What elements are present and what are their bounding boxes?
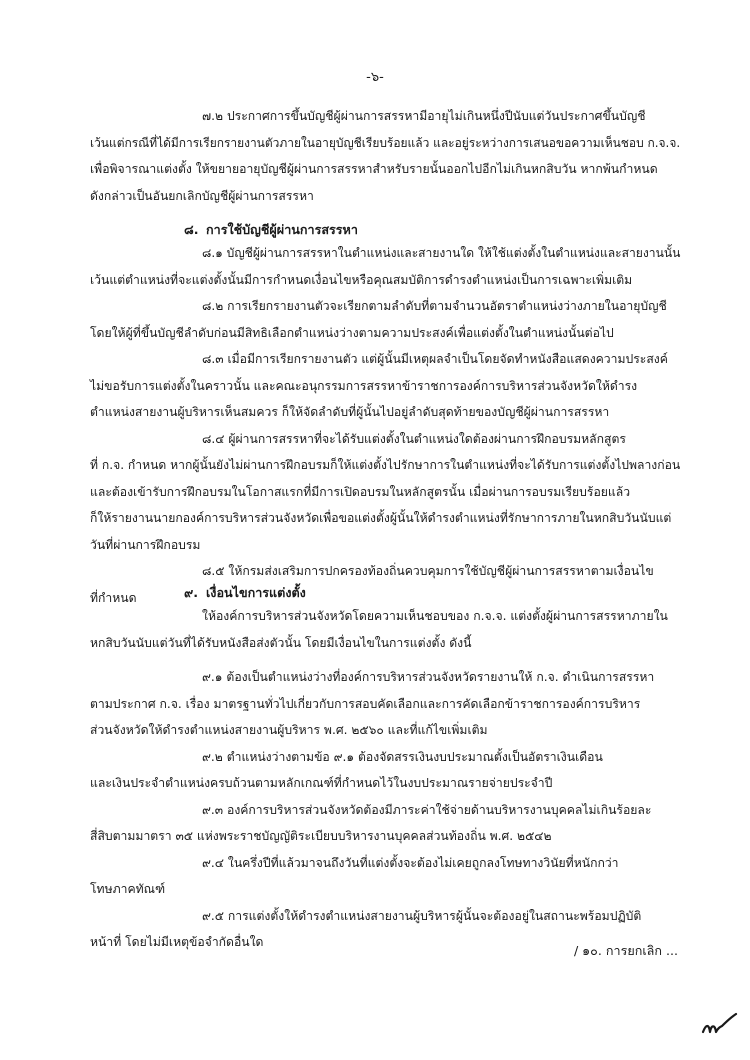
clause-line: ดังกล่าวเป็นอันยกเลิกบัญชีผู้ผ่านการสรรหา: [90, 188, 314, 203]
section-title: เงื่อนไขการแต่งตั้ง: [206, 585, 306, 600]
handwritten-initials-icon: [700, 1010, 740, 1040]
clause-8-2-line: โดยให้ผู้ที่ขึ้นบัญชีลำดับก่อนมีสิทธิเลือกตำแหน่งว่างตามความประสงค์เพื่อแต่งตั้งในตำแหน่งนั้นต่อไป: [90, 325, 614, 340]
section-9-body: [90, 603, 680, 656]
clause-8-4-line: ที่ ก.จ. กำหนด หากผู้นั้นยังไม่ผ่านการฝึกอบรมก็ให้แต่งตั้งไปรักษาการในตำแหน่งที่จะได้รับการแต่งตั้งไปพลางก่อน: [90, 458, 681, 472]
section-9-heading: [184, 583, 306, 603]
clause-8-1-line: เว้นแต่ตำแหน่งที่จะแต่งตั้งนั้นมีการกำหนดเงื่อนไขหรือคุณสมบัติการดำรงตำแหน่งเป็นการเฉพาะเพิ่มเติม: [90, 272, 633, 287]
clause-9-4-line: ๙.๔ ในครึ่งปีที่แล้วมาจนถึงวันที่แต่งตั้งจะต้องไม่เคยถูกลงโทษทางวินัยที่หนักกว่า: [202, 855, 619, 870]
clause-9-3-line: สี่สิบตามมาตรา ๓๕ แห่งพระราชบัญญัติระเบียบบริหารงานบุคคลส่วนท้องถิ่น พ.ศ. ๒๕๔๒: [90, 829, 552, 843]
clause-8-4-line: ก็ให้รายงานนายกองค์การบริหารส่วนจังหวัดเพื่อขอแต่งตั้งผู้นั้นให้ดำรงตำแหน่งที่รักษาการภายในหกสิบวันนับแต่: [90, 511, 672, 525]
clause-line: ๗.๒ ประกาศการขึ้นบัญชีผู้ผ่านการสรรหามีอายุไม่เกินหนึ่งปีนับแต่วันประกาศขึ้นบัญชี: [202, 109, 646, 123]
clause-9-3-line: ๙.๓ องค์การบริหารส่วนจังหวัดต้องมีภาระค่าใช้จ่ายด้านบริหารงานบุคคลไม่เกินร้อยละ: [202, 802, 652, 817]
clause-8-3-line: ๘.๓ เมื่อมีการเรียกรายงานตัว แต่ผู้นั้นมีเหตุผลจำเป็นโดยจัดทำหนังสือแสดงความประสงค์: [202, 352, 668, 366]
clause-9-1-line: ส่วนจังหวัดให้ดำรงตำแหน่งสายงานผู้บริหาร พ.ศ. ๒๕๖๐ และที่แก้ไขเพิ่มเติม: [90, 723, 488, 737]
page-number: -๖-: [366, 70, 384, 85]
clause-8-4-line: ๘.๔ ผู้ผ่านการสรรหาที่จะได้รับแต่งตั้งในตำแหน่งใดต้องผ่านการฝึกอบรมหลักสูตร: [202, 431, 626, 446]
section-9-intro-line: ให้องค์การบริหารส่วนจังหวัดโดยความเห็นชอบของ ก.จ.จ. แต่งตั้งผู้ผ่านการสรรหาภายใน: [202, 609, 668, 623]
clause-8-3-line: ไม่ขอรับการแต่งตั้งในคราวนั้น และคณะอนุกรรมการสรรหาข้าราชการองค์การบริหารส่วนจังหวัดให้ดำรง: [90, 378, 638, 393]
continuation-note: / ๑๐. การยกเลิก ...: [573, 943, 678, 958]
clause-line: เพื่อพิจารณาแต่งตั้ง ให้ขยายอายุบัญชีผู้ผ่านการสรรหาสำหรับรายนั้นออกไปอีกไม่เกินหกสิบวัน หากพ้นกำหนด: [90, 162, 658, 176]
section-number: ๘.: [184, 222, 199, 237]
section-9-items: [90, 664, 680, 956]
section-9-intro-line: หกสิบวันนับแต่วันที่ได้รับหนังสือส่งตัวนั้น โดยมีเงื่อนไขในการแต่งตั้ง ดังนี้: [90, 635, 472, 650]
clause-9-2-line: และเงินประจำตำแหน่งครบถ้วนตามหลักเกณฑ์ที่กำหนดไว้ในงบประมาณรายจ่ายประจำปี: [90, 776, 553, 790]
section-8-heading: [184, 220, 358, 240]
clause-8-5-line: ๘.๕ ให้กรมส่งเสริมการปกครองท้องถิ่นควบคุมการใช้บัญชีผู้ผ่านการสรรหาตามเงื่อนไข: [202, 564, 654, 578]
section-title: การใช้บัญชีผู้ผ่านการสรรหา: [206, 222, 358, 237]
clause-9-1-line: ตามประกาศ ก.จ. เรื่อง มาตรฐานทั่วไปเกี่ยวกับการสอบคัดเลือกและการคัดเลือกข้าราชการองค์การบริหาร: [90, 696, 641, 711]
clause-8-3-line: ตำแหน่งสายงานผู้บริหารเห็นสมควร ก็ให้จัดลำดับที่ผู้นั้นไปอยู่ลำดับสุดท้ายของบัญชีผู้ผ่านการสรรหา: [90, 405, 610, 419]
clause-8-1-line: ๘.๑ บัญชีผู้ผ่านการสรรหาในตำแหน่งและสายงานใด ให้ใช้แต่งตั้งในตำแหน่งและสายงานนั้น: [202, 246, 681, 260]
clause-9-2-line: ๙.๒ ตำแหน่งว่างตามข้อ ๙.๑ ต้องจัดสรรเงินงบประมาณตั้งเป็นอัตราเงินเดือน: [202, 749, 603, 764]
section-8-body: [90, 240, 680, 611]
clause-8-5-line: ที่กำหนด: [90, 590, 137, 605]
clause-line: เว้นแต่กรณีที่ได้มีการเรียกรายงานตัวภายในอายุบัญชีเรียบร้อยแล้ว และอยู่ระหว่างการเสนอขอความเห็นชอบ ก.จ.จ.: [90, 135, 681, 150]
clause-9-5-line: หน้าที่ โดยไม่มีเหตุข้อจำกัดอื่นใด: [90, 935, 264, 949]
clause-8-4-line: วันที่ผ่านการฝึกอบรม: [90, 537, 201, 552]
clause-7-2: [90, 103, 680, 209]
clause-9-1-line: ๙.๑ ต้องเป็นตำแหน่งว่างที่องค์การบริหารส่วนจังหวัดรายงานให้ ก.จ. ดำเนินการสรรหา: [202, 670, 655, 684]
clause-8-4-line: และต้องเข้ารับการฝึกอบรมในโอกาสแรกที่มีการเปิดอบรมในหลักสูตรนั้น เมื่อผ่านการอบรมเรียบร้อยแล้ว: [90, 484, 631, 499]
clause-8-2-line: ๘.๒ การเรียกรายงานตัวจะเรียกตามลำดับที่ตามจำนวนอัตราตำแหน่งว่างภายในอายุบัญชี: [202, 299, 667, 313]
clause-9-4-line: โทษภาคทัณฑ์: [90, 882, 166, 896]
clause-9-5-line: ๙.๕ การแต่งตั้งให้ดำรงตำแหน่งสายงานผู้บริหารผู้นั้นจะต้องอยู่ในสถานะพร้อมปฏิบัติ: [202, 908, 642, 923]
section-number: ๙.: [184, 585, 199, 600]
